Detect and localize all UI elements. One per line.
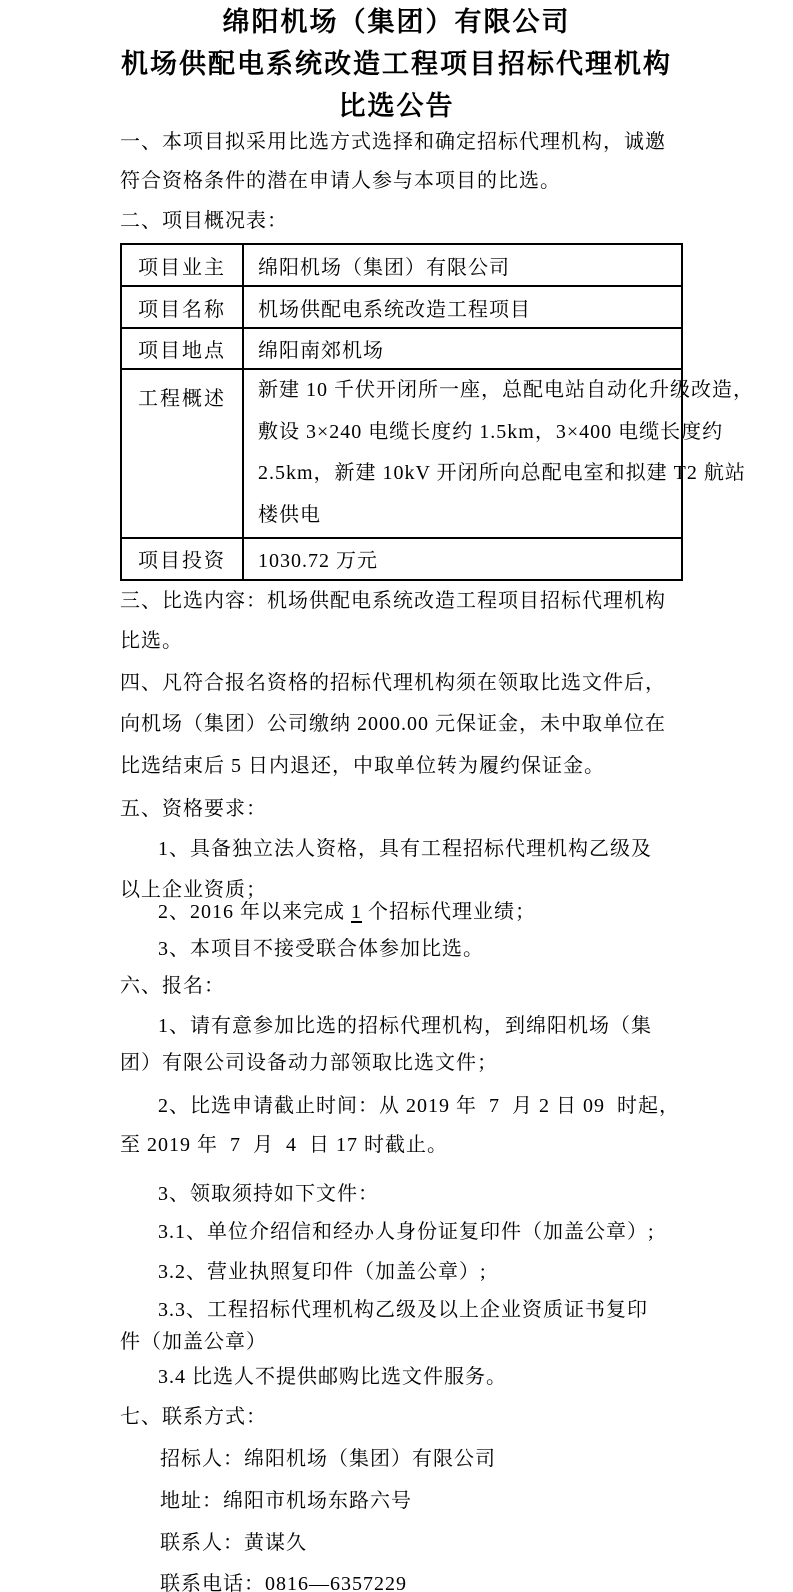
- section2-heading: 二、项目概况表：: [120, 210, 288, 232]
- section4-line1: 四、凡符合报名资格的招标代理机构须在领取比选文件后，: [120, 672, 666, 694]
- scope-line-4: 楼供电: [258, 504, 321, 527]
- section3-line2: 比选。: [120, 630, 183, 652]
- qualification-item2-suffix: 个招标代理业绩；: [362, 901, 536, 923]
- signup-item3-2: 3.2、营业执照复印件（加盖公章）;: [158, 1261, 487, 1283]
- signup-item1-line2: 团）有限公司设备动力部领取比选文件；: [120, 1052, 498, 1074]
- qualification-item1-line1: 1、具备独立法人资格，具有工程招标代理机构乙级及: [158, 838, 652, 860]
- qualification-item2-prefix: 2、2016 年以来完成: [158, 901, 351, 923]
- scope-line-2: 敷设 3×240 电缆长度约 1.5km，3×400 电缆长度约: [258, 420, 724, 443]
- table-row-scope: [121, 369, 682, 538]
- row-name-label: 项目名称: [121, 286, 243, 328]
- signup-item3-1: 3.1、单位介绍信和经办人身份证复印件（加盖公章）;: [158, 1221, 655, 1243]
- title-company-line: 绵阳机场（集团）有限公司: [222, 7, 571, 38]
- signup-item3-3-line2: 件（加盖公章）: [120, 1331, 267, 1353]
- table-row-location: [121, 328, 682, 369]
- title-notice-line: 比选公告: [338, 91, 455, 122]
- scope-line-3: 2.5km，新建 10kV 开闭所向总配电室和拟建 T2 航站: [258, 462, 746, 485]
- section4-line3: 比选结束后 5 日内退还，中取单位转为履约保证金。: [120, 755, 605, 777]
- scope-line-1: 新建 10 千伏开闭所一座，总配电站自动化升级改造，: [258, 379, 754, 401]
- section4-line2: 向机场（集团）公司缴纳 2000.00 元保证金，未中取单位在: [120, 713, 666, 735]
- row-owner-label: 项目业主: [121, 244, 243, 286]
- section7-heading: 七、联系方式：: [120, 1406, 267, 1428]
- row-scope-value: [243, 369, 754, 538]
- document-title: [0, 2, 793, 128]
- row-investment-value: 1030.72 万元: [243, 538, 682, 580]
- contact-bidder: 招标人：绵阳机场（集团）有限公司: [160, 1448, 496, 1470]
- section5-heading: 五、资格要求：: [120, 798, 267, 820]
- project-overview-table: [120, 243, 754, 581]
- contact-person: 联系人：黄谋久: [160, 1532, 307, 1554]
- section1-line1: 一、本项目拟采用比选方式选择和确定招标代理机构，诚邀: [120, 131, 666, 153]
- contact-address: 地址：绵阳市机场东路六号: [160, 1490, 412, 1512]
- qualification-item3: 3、本项目不接受联合体参加比选。: [158, 938, 484, 960]
- row-owner-value: 绵阳机场（集团）有限公司: [243, 244, 682, 286]
- row-name-value: 机场供配电系统改造工程项目: [243, 286, 682, 328]
- signup-item1-line1: 1、请有意参加比选的招标代理机构，到绵阳机场（集: [158, 1015, 652, 1037]
- table-row-owner: [121, 244, 682, 286]
- signup-item3: 3、领取须持如下文件：: [158, 1183, 379, 1205]
- row-scope-label: 工程概述: [121, 369, 243, 538]
- row-location-value: 绵阳南郊机场: [243, 328, 682, 369]
- section1-line2: 符合资格条件的潜在申请人参与本项目的比选。: [120, 170, 561, 192]
- signup-item3-3-line1: 3.3、工程招标代理机构乙级及以上企业资质证书复印: [158, 1299, 648, 1321]
- signup-item2-line1: 2、比选申请截止时间：从 2019 年 7 月 2 日 09 时起，: [158, 1095, 680, 1117]
- signup-item3-4: 3.4 比选人不提供邮购比选文件服务。: [158, 1366, 507, 1388]
- table-row-project-name: [121, 286, 682, 328]
- qualification-item2-underlined-count: 1: [351, 901, 362, 923]
- section6-heading: 六、报名：: [120, 975, 225, 997]
- row-investment-label: 项目投资: [121, 538, 243, 580]
- qualification-item1-line2: 以上企业资质；: [120, 879, 267, 901]
- contact-phone: 联系电话：0816—6357229: [160, 1573, 407, 1592]
- qualification-item2: [158, 901, 536, 924]
- row-location-label: 项目地点: [121, 328, 243, 369]
- section3-line1: 三、比选内容：机场供配电系统改造工程项目招标代理机构: [120, 590, 666, 612]
- signup-item2-line2: 至 2019 年 7 月 4 日 17 时截止。: [120, 1134, 448, 1156]
- title-project-line: 机场供配电系统改造工程项目招标代理机构: [121, 49, 672, 80]
- table-row-investment: [121, 538, 682, 580]
